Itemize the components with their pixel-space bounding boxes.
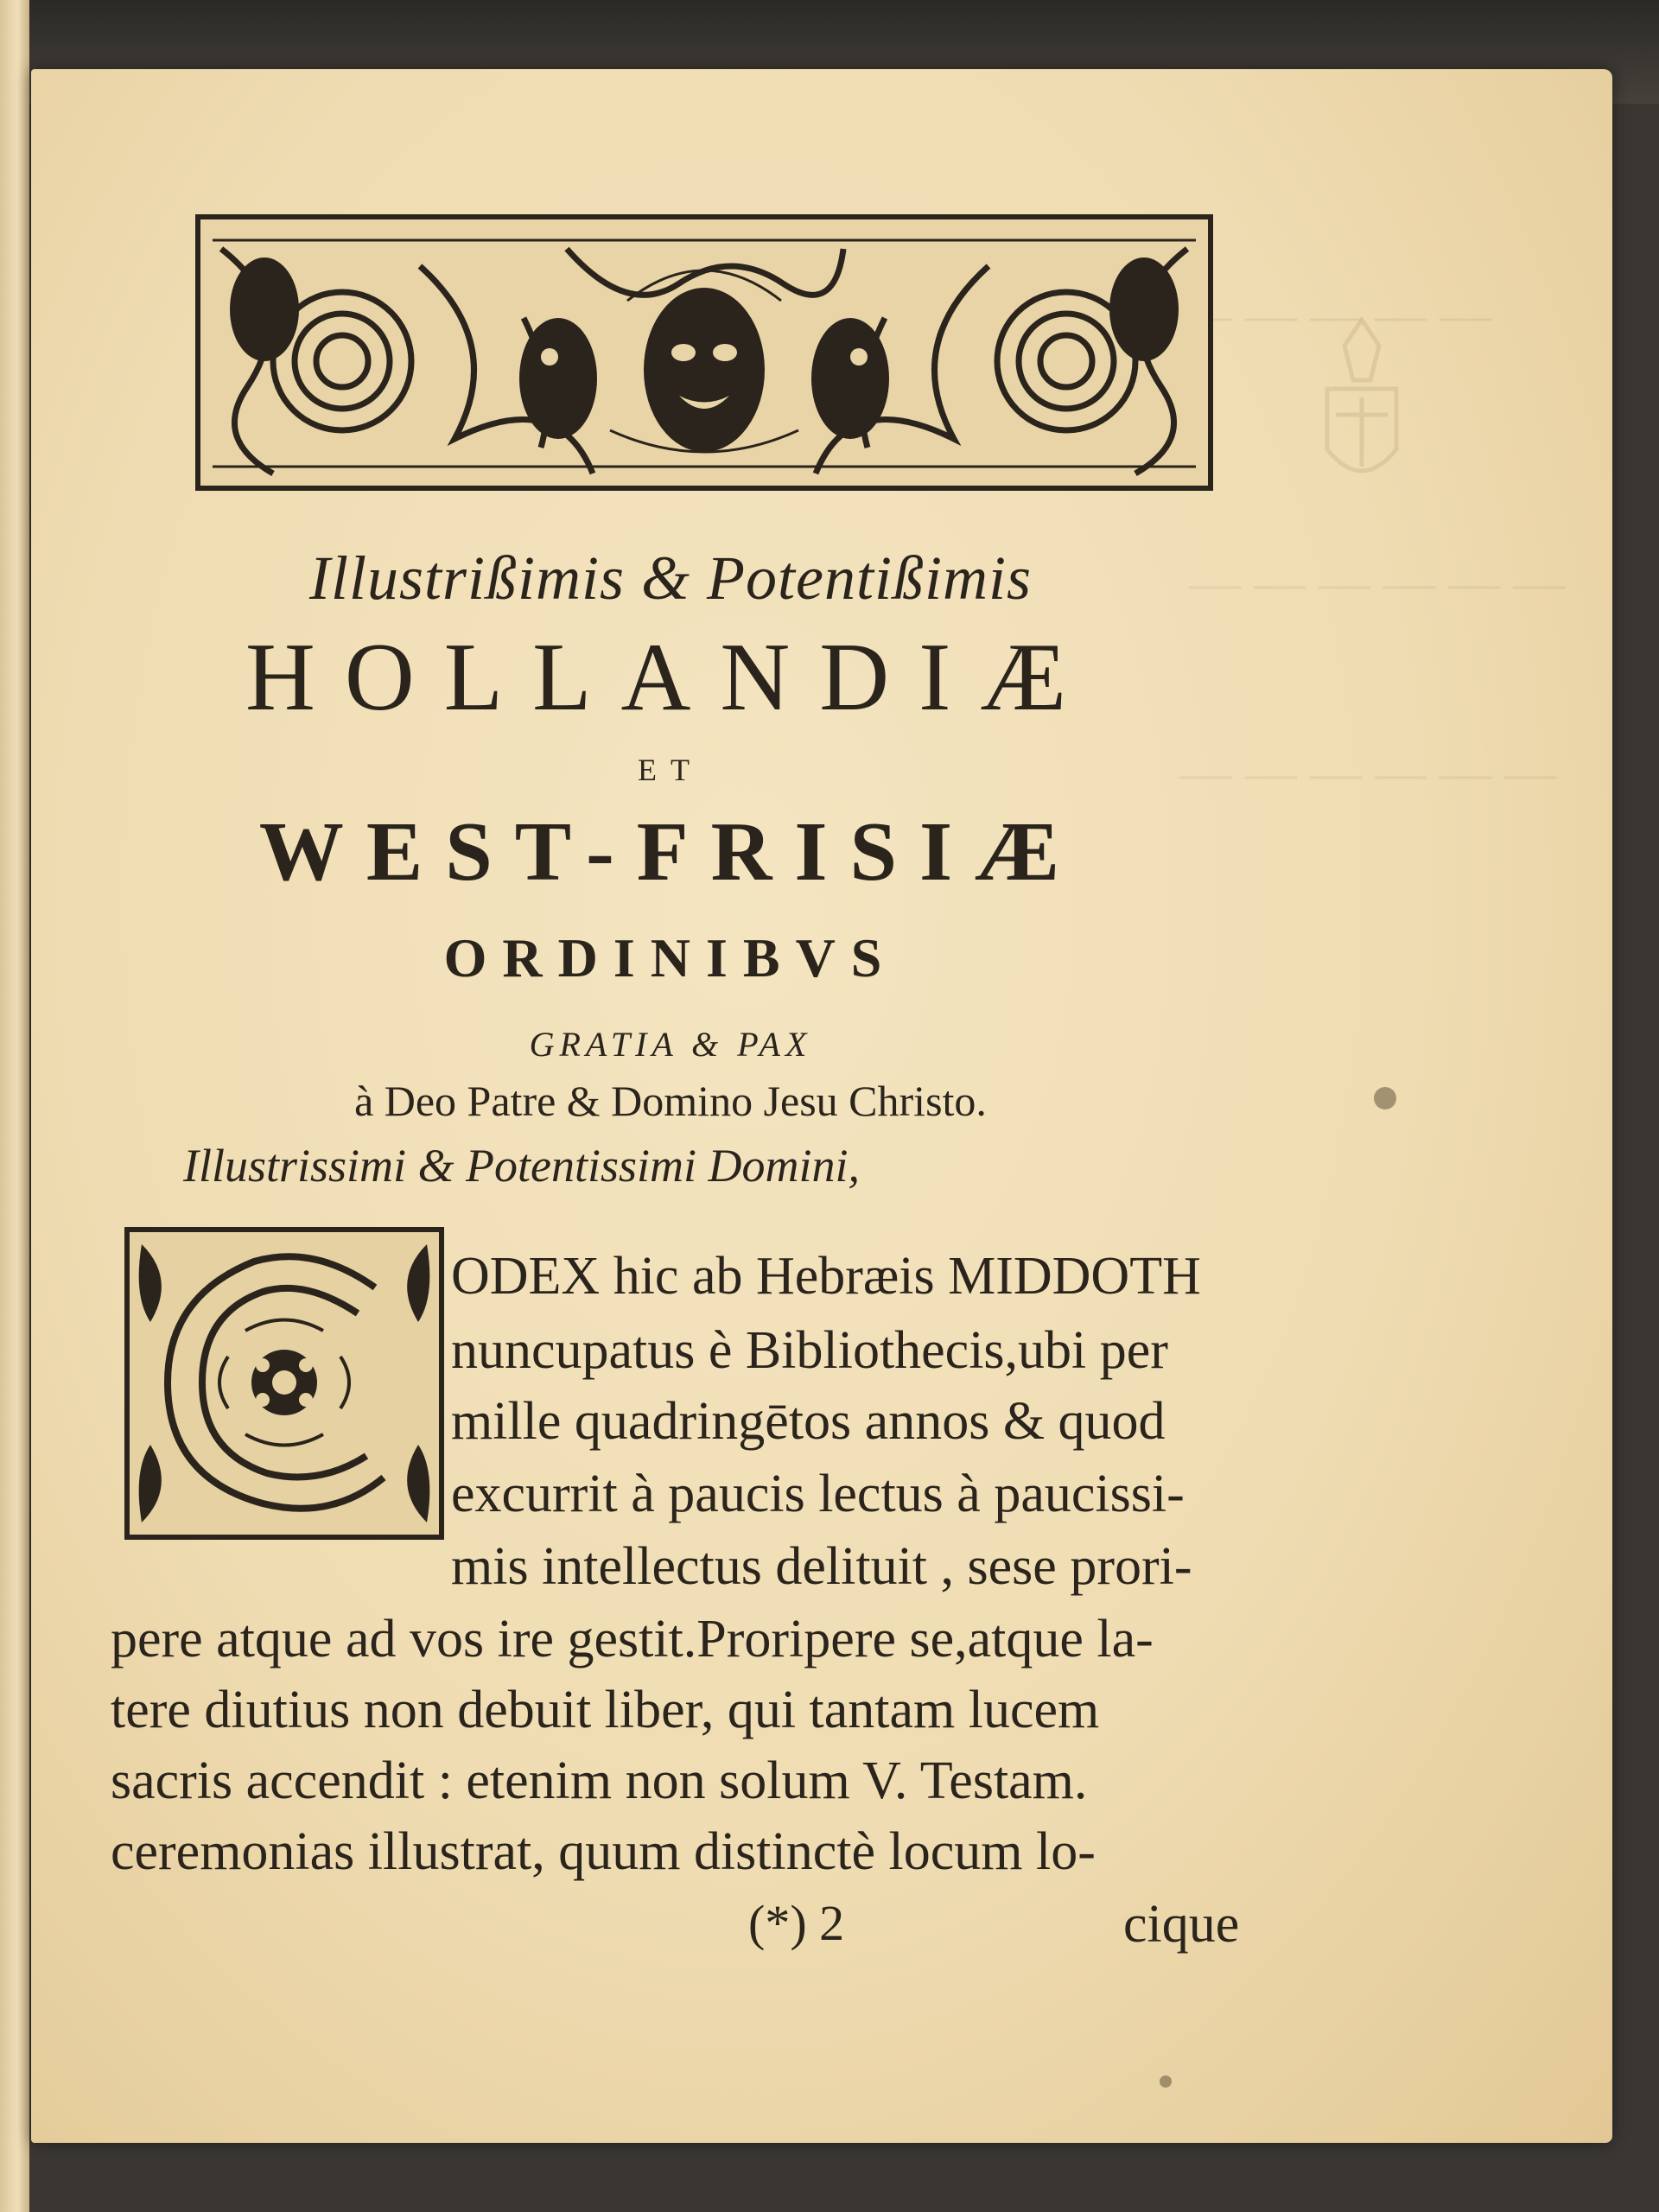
body-line: excurrit à paucis lectus à paucissi- [451, 1465, 1185, 1523]
title-west-frisiae: WEST-FRISIÆ [258, 805, 1083, 899]
book-page [31, 69, 1612, 2143]
show-through-text: — — — — — — [1189, 554, 1565, 611]
body-line: ODEX hic ab Hebræis MIDDOTH [451, 1247, 1201, 1306]
body-line: sacris accendit : etenim non solum V. Testam. [111, 1751, 1088, 1810]
salutation: Illustrissimi & Potentissimi Domini, [183, 1140, 861, 1192]
body-line: mis intellectus delituit , sese prori- [451, 1537, 1192, 1596]
ink-spot [1374, 1087, 1396, 1109]
show-through-text: — — — — — — [1180, 744, 1556, 801]
title-et: ET [638, 753, 703, 787]
title-hollandiae: HOLLANDIÆ [245, 624, 1096, 731]
catchword: cique [1123, 1895, 1240, 1954]
body-line: ceremonias illustrat, quum distinctè locum lo- [111, 1822, 1096, 1881]
body-line: mille quadringētos annos & quod [451, 1392, 1166, 1451]
ornamental-headpiece [195, 214, 1213, 491]
facing-page-edge [0, 0, 29, 2212]
body-line: nuncupatus è Bibliothecis,ubi per [451, 1321, 1168, 1380]
ink-spot [1160, 2075, 1172, 2088]
greeting-gratia-pax: GRATIA & PAX [529, 1025, 812, 1064]
body-line: pere atque ad vos ire gestit.Proripere se,atque la- [111, 1610, 1154, 1669]
greeting-deo-patre: à Deo Patre & Domino Jesu Christo. [354, 1077, 987, 1125]
body-line: tere diutius non debuit liber, qui tantam lucem [111, 1681, 1100, 1739]
signature-mark: (*) 2 [748, 1895, 845, 1951]
blind-stamp [1275, 285, 1448, 510]
decorated-initial-c [124, 1227, 444, 1540]
show-through-text: — — — — — [1180, 286, 1491, 343]
title-ordinibus: ORDINIBVS [443, 927, 898, 988]
dedication-italic-title: Illustrißimis & Potentißimis [308, 543, 1033, 613]
page-content [31, 69, 1612, 2143]
